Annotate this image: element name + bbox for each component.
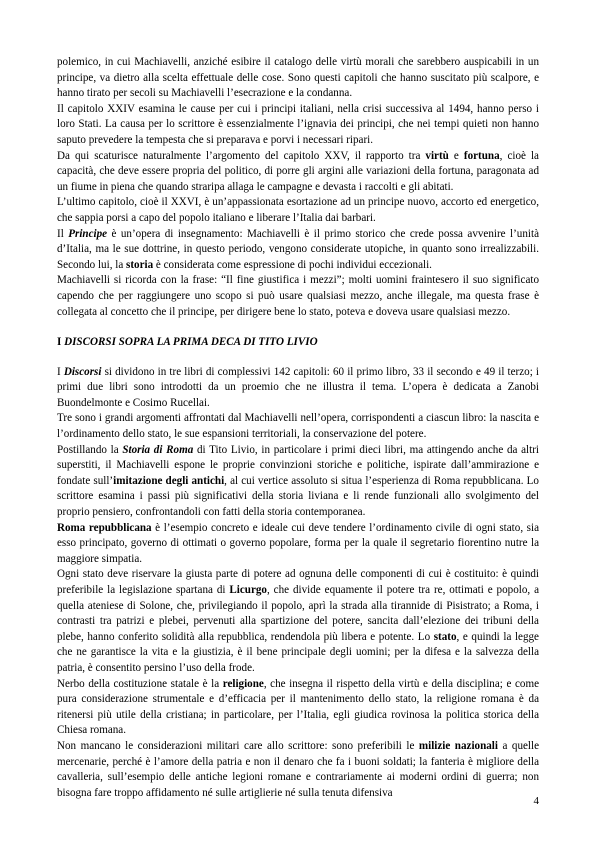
text-run: è considerata come espressione di pochi individui eccezionali. bbox=[153, 258, 432, 271]
paragraph bbox=[57, 443, 539, 521]
text-run: Postillando la bbox=[57, 443, 123, 456]
paragraph bbox=[57, 102, 539, 149]
text-run: e bbox=[448, 149, 464, 162]
text-run: religione bbox=[222, 677, 264, 690]
text-run: di Tito Livio, in particolare i primi dieci libri, ma attingendo anche da altri superstiti, il Machiavelli espone le proprie convinzioni storiche e politiche, ispirate dall’ammirazione e fondate sull’ bbox=[57, 443, 539, 487]
paragraph bbox=[57, 411, 539, 442]
text-run: Discorsi bbox=[63, 365, 102, 378]
text-run: Da qui scaturisce naturalmente l’argomento del capitolo XXV, il rapporto tra bbox=[57, 149, 426, 162]
text-run: Il capitolo XXIV esamina le cause per cui i principi italiani, nella crisi successiva al 1494, hanno perso i loro Stati. La causa per lo scrittore è essenzialmente l’ignavia dei principi, che nei tempi quieti non hanno saputo prevedere la tempesta che si preparava e porvi i necessari ripari. bbox=[57, 102, 539, 146]
paragraph bbox=[57, 149, 539, 196]
paragraph bbox=[57, 55, 539, 102]
text-run: , che divide equamente il potere tra re, ottimati e popolo, a quella ateniese di Solone, che, privilegiando il popolo, aprì la strada alla tirannide di Pisistrato; a Roma, i contrasti tra patrizi e plebei, pervenuti alla spartizione del potere, sancita dall’elezione dei tribuni della plebe, hanno conferito solidità alla repubblica, rendendola più libera e potente. Lo bbox=[57, 584, 539, 643]
text-run: Nerbo della costituzione statale è la bbox=[57, 677, 223, 690]
text-run: si dividono in tre libri di complessivi 142 capitoli: 60 il primo libro, 33 il secondo e 49 il terzo; i primi due libri sono introdotti da un proemio che ne illustra il tema. L’opera è dedicata a Zanobi Buondelmonte e Cosimo Rucellai. bbox=[57, 365, 540, 409]
paragraph bbox=[57, 677, 539, 739]
text-run: , al cui vertice assoluto si situa l’esperienza di Roma repubblicana. Lo scrittore esamina i passi più significativi della storia liviana e li rende funzionali allo svolgimento del proprio pensiero, confrontandoli con fatti della storia contemporanea. bbox=[57, 474, 539, 519]
paragraph bbox=[57, 567, 539, 676]
paragraph bbox=[57, 273, 539, 320]
text-run: Il bbox=[57, 227, 69, 240]
text-run: Tre sono i grandi argomenti affrontati dal Machiavelli nell’opera, corrispondenti a ciascun libro: la nascita e l’ordinamento dello stato, le sue espansioni territoriali, la conservazione del potere. bbox=[57, 412, 539, 441]
document-body bbox=[57, 55, 539, 801]
paragraph-group-principe bbox=[57, 55, 539, 320]
text-run: a quelle mercenarie, perché è l’amore della patria e non il denaro che fa i buoni soldati; la fanteria è migliore della cavalleria, sull’esempio delle antiche legioni romane e contrariamente ai moderni ordini di guerra; non bisogna fare troppo affidamento né sulle artiglierie né sulla tenuta difensiva bbox=[57, 739, 540, 799]
text-run: , e quindi la legge che ne garantisce la vita e la giustizia, è il bene principale degli uomini; per la difesa e la salvezza della patria, è consentito persino l’uso della frode. bbox=[57, 630, 539, 674]
text-run: storia bbox=[126, 258, 154, 271]
text-run: milizie nazionali bbox=[418, 739, 498, 752]
text-run: imitazione degli antichi bbox=[113, 474, 225, 487]
text-run: , cioè la capacità, che deve essere propria del politico, di porre gli argini alle variazioni della fortuna, paragonata ad un fiume in piena che quando straripa allaga le campagne e devasta i raccolti e gli abitati. bbox=[57, 149, 539, 193]
text-run: polemico, in cui Machiavelli, anziché esibire il catalogo delle virtù morali che sarebbero auspicabili in un principe, va dietro alla scelta effettuale delle cose. Sono questi capitoli che hanno suscitato più scalpore, e hanno tirato per secoli su Machiavelli l’esecrazione e la condanna. bbox=[57, 56, 539, 100]
text-run: DISCORSI bbox=[64, 336, 116, 349]
text-run: , che insegna il rispetto della virtù e della disciplina; e come pura considerazione strumentale e d’efficacia per il mantenimento dello stato, la religione romana è da ritenersi più utile della cristiana; in particolare, per l’Italia, egli giudica rovinosa la politica storica della Chiesa romana. bbox=[57, 677, 539, 737]
text-run: L’ultimo capitolo, cioè il XXVI, è un’appassionata esortazione ad un principe nuovo, accorto ed energetico, che sappia porsi a capo del popolo italiano e liberare l’Italia dai barbari. bbox=[57, 196, 539, 224]
text-run: stato bbox=[433, 630, 457, 643]
text-run: Ogni stato deve riservare la giusta parte di potere ad ognuna delle componenti di cui è costituito: è quindi preferibile la legislazione spartana di bbox=[57, 568, 539, 596]
text-run: Principe bbox=[68, 227, 108, 240]
paragraph bbox=[57, 739, 539, 801]
text-run: Non mancano le considerazioni militari care allo scrittore: sono preferibili le bbox=[57, 739, 419, 752]
text-run: fortuna bbox=[463, 149, 500, 162]
paragraph-group-discorsi bbox=[57, 365, 539, 802]
text-run: Storia di Roma bbox=[122, 443, 194, 456]
paragraph bbox=[57, 521, 539, 568]
text-run: SOPRA LA PRIMA DECA DI TITO LIVIO bbox=[115, 336, 318, 349]
text-run: virtù bbox=[425, 149, 449, 162]
text-run: è un’opera di insegnamento: Machiavelli è il primo storico che crede possa avvenire l’unità d’Italia, ma le sue dottrine, in questo periodo, vengono considerate utopiche, in quanto sono irrealizzabili. Secondo lui, la bbox=[57, 227, 539, 271]
page-number: 4 bbox=[533, 795, 539, 807]
text-run: Machiavelli si ricorda con la frase: “Il fine giustifica i mezzi”; molti uomini fraintesero il suo significato capendo che per raggiungere uno scopo si può usare qualsiasi mezzo, anche illegale, ma questa frase è collegata al concetto che il principe, per dirigere bene lo stato, poteva e doveva usare qualsiasi mezzo. bbox=[57, 274, 539, 318]
text-run: I bbox=[57, 365, 64, 378]
section-heading bbox=[57, 335, 539, 351]
text-run: Roma repubblicana bbox=[57, 521, 152, 534]
paragraph bbox=[57, 195, 539, 226]
paragraph bbox=[57, 227, 539, 274]
text-run: I bbox=[57, 336, 65, 349]
text-run: è l’esempio concreto e ideale cui deve tendere l’ordinamento civile di ogni stato, sia esso principato, governo di ottimati o governo popolare, forma per la quale il segretario fiorentino nutre la maggiore simpatia. bbox=[57, 521, 539, 565]
paragraph bbox=[57, 365, 539, 412]
text-run: Licurgo bbox=[229, 584, 267, 596]
